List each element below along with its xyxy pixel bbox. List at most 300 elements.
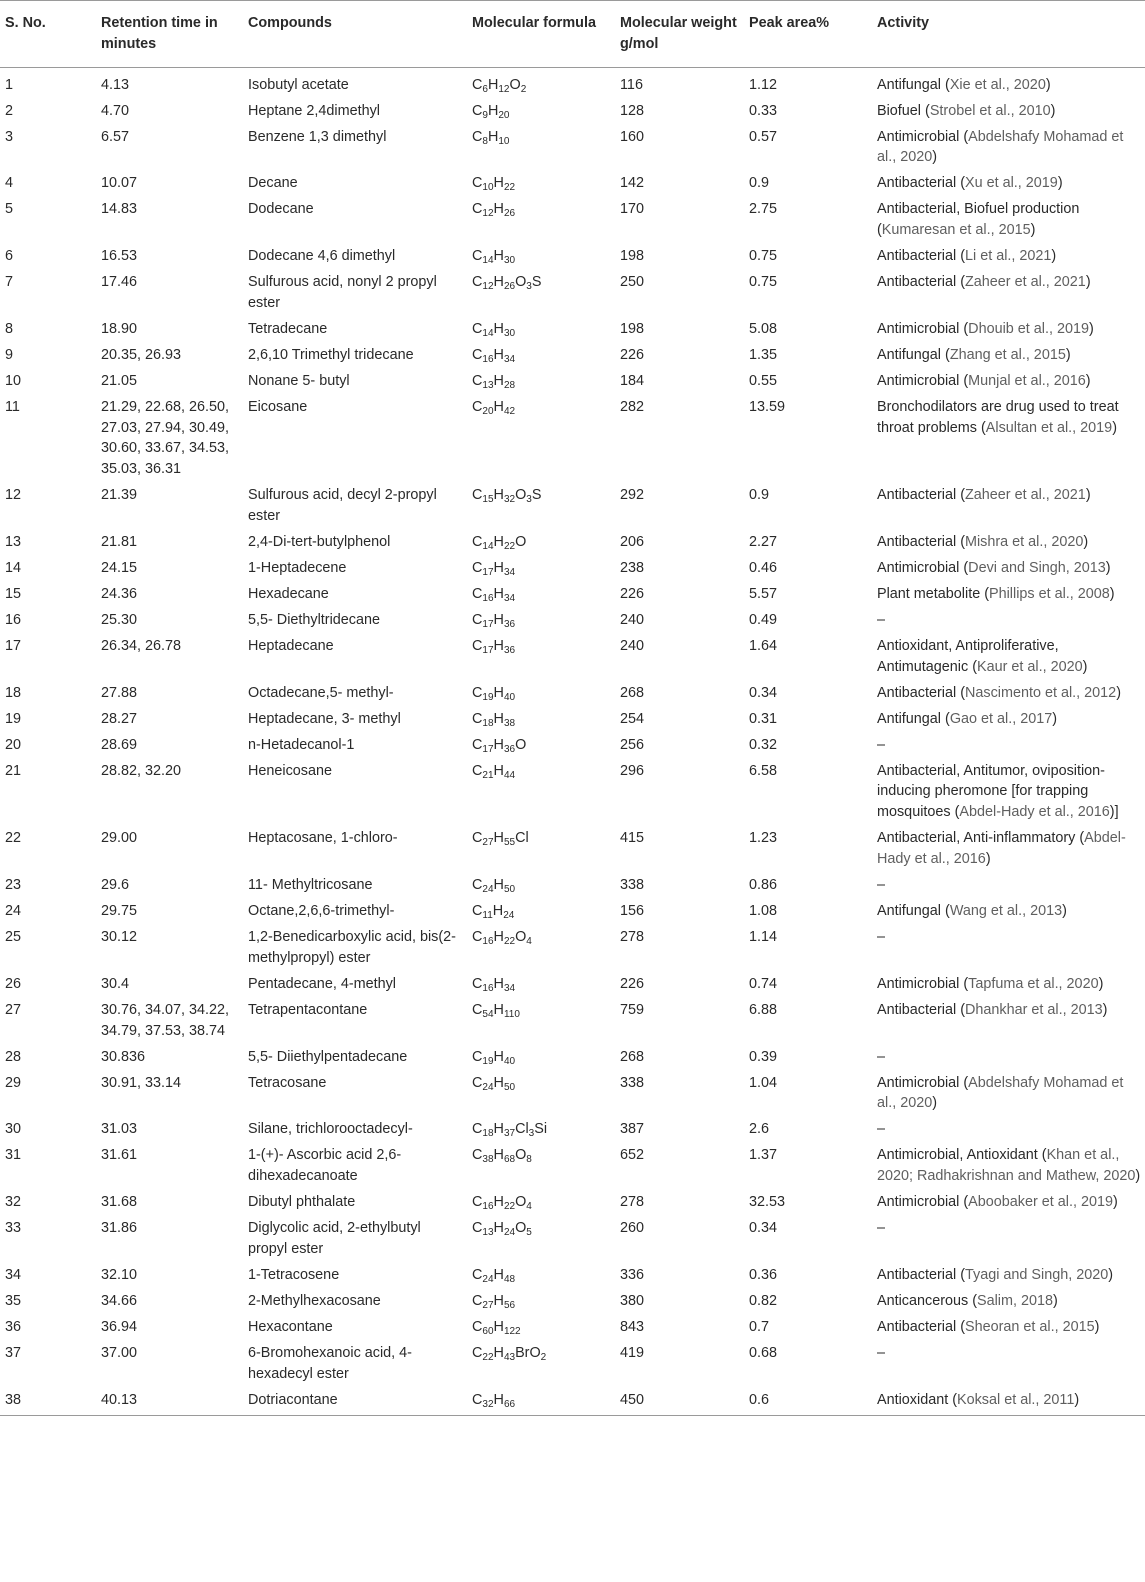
retention-time-cell: 29.6: [101, 877, 130, 894]
retention-time-cell: 14.83: [101, 201, 138, 218]
activity-text: Plant metabolite: [877, 585, 981, 602]
activity-cell: [872, 607, 1145, 633]
serial-number-cell: 17: [5, 637, 22, 654]
compound-name-cell: 5,5- Diethyltridecane: [248, 611, 380, 628]
formula-subscript: 34: [503, 353, 516, 365]
molecular-formula-cell: [467, 197, 615, 244]
table-row: [0, 1387, 1145, 1416]
citation-link[interactable]: Abdel-Hady et al., 2016: [959, 804, 1110, 821]
formula-subscript: 36: [503, 618, 516, 630]
formula-element: C: [472, 903, 483, 919]
formula-element: H: [493, 398, 504, 415]
formula-element: H: [493, 274, 504, 291]
formula-subscript: 24: [503, 1227, 516, 1239]
formula-subscript: 22: [503, 935, 516, 947]
citation-link[interactable]: Sheoran et al., 2015: [965, 1318, 1095, 1335]
molecular-formula-cell: [467, 1288, 615, 1314]
retention-time-cell: 6.57: [101, 128, 130, 145]
molecular-formula-cell: [467, 124, 615, 171]
formula-element: H: [493, 1121, 504, 1138]
header-molecular-weight: Molecular weight g/mol: [615, 1, 744, 68]
formula-subscript: 27: [482, 1299, 494, 1311]
citation-link[interactable]: Li et al., 2021: [965, 248, 1052, 265]
formula-subscript: 110: [503, 1008, 520, 1020]
peak-area-cell: 2.27: [749, 533, 778, 550]
formula-subscript: 38: [503, 717, 516, 729]
formula-element: C: [472, 487, 483, 504]
activity-text: Antimicrobial: [877, 128, 960, 145]
activity-text: Antimicrobial: [877, 1074, 960, 1091]
molecular-weight-cell: 419: [620, 1344, 645, 1361]
formula-subscript: 30: [503, 255, 516, 267]
formula-subscript: 40: [503, 1055, 516, 1067]
compound-name-cell: 2,4-Di-tert-butylphenol: [248, 533, 391, 550]
table-row: [0, 342, 1145, 368]
molecular-weight-cell: 256: [620, 736, 645, 753]
molecular-formula-cell: [467, 244, 615, 270]
molecular-formula-cell: [467, 997, 615, 1044]
formula-element: H: [493, 1194, 504, 1211]
molecular-weight-cell: 160: [620, 128, 645, 145]
molecular-formula-cell: [467, 171, 615, 197]
formula-element: O: [515, 487, 527, 504]
retention-time-cell: 29.00: [101, 830, 138, 847]
formula-subscript: 2: [520, 83, 527, 95]
citation-link[interactable]: Kumaresan et al., 2015: [881, 222, 1031, 239]
formula-subscript: 24: [482, 1081, 494, 1093]
serial-number-cell: 11: [5, 398, 20, 415]
serial-number-cell: 25: [5, 928, 22, 945]
table-row: [0, 483, 1145, 530]
formula-element: C: [472, 611, 483, 628]
activity-text: Antibacterial: [877, 533, 957, 550]
activity-text: Antibacterial: [877, 274, 957, 291]
compound-name-cell: 1,2-Benedicarboxylic acid, bis(2-methylpropyl) ester: [248, 928, 456, 966]
formula-element: H: [493, 1074, 504, 1091]
citation-link[interactable]: Tapfuma et al., 2020: [968, 975, 1099, 992]
formula-subscript: 43: [503, 1351, 516, 1363]
peak-area-cell: 0.32: [749, 736, 778, 753]
serial-number-cell: 35: [5, 1292, 22, 1309]
formula-subscript: 14: [482, 327, 494, 339]
peak-area-cell: 0.6: [744, 1387, 872, 1416]
activity-text: –: [877, 928, 886, 945]
molecular-weight-cell: 240: [620, 611, 645, 628]
header-activity: Activity: [872, 1, 1145, 68]
formula-subscript: 14: [482, 255, 494, 267]
activity-cell: Plant metabolite (Phillips et al., 2008): [877, 585, 1115, 602]
peak-area-cell: 0.31: [749, 710, 778, 727]
citation-link[interactable]: Phillips et al., 2008: [989, 585, 1110, 602]
formula-subscript: 12: [482, 281, 494, 293]
formula-element: H: [493, 201, 504, 218]
citation-link[interactable]: Abdel-Hady et al., 2016: [877, 830, 1126, 868]
formula-element: C: [472, 559, 483, 576]
formula-element: H: [493, 1292, 504, 1309]
table-row: [0, 1215, 1145, 1262]
formula-subscript: 3: [526, 494, 532, 506]
serial-number-cell: 23: [5, 877, 22, 894]
formula-subscript: 24: [482, 1273, 494, 1285]
formula-subscript: 12: [498, 83, 510, 95]
molecular-formula-cell: [467, 1189, 615, 1215]
retention-time-cell: 32.10: [101, 1266, 138, 1283]
molecular-weight-cell: 380: [620, 1292, 645, 1309]
formula-subscript: 17: [482, 618, 494, 630]
molecular-formula-cell: [467, 1070, 615, 1117]
table-row: [0, 581, 1145, 607]
formula-subscript: 17: [482, 644, 494, 656]
formula-subscript: 28: [503, 379, 516, 391]
serial-number-cell: 33: [5, 1220, 22, 1237]
peak-area-cell: 32.53: [749, 1194, 786, 1211]
serial-number-cell: 22: [5, 830, 22, 847]
formula-element: H: [493, 320, 504, 337]
peak-area-cell: 5.57: [749, 585, 778, 602]
citation-link[interactable]: Alsultan et al., 2019: [985, 419, 1113, 436]
citation-link[interactable]: Abdelshafy Mohamad et al., 2020: [877, 128, 1124, 166]
serial-number-cell: 21: [5, 762, 22, 779]
serial-number-cell: 10: [5, 372, 22, 389]
formula-element: H: [493, 346, 504, 363]
citation-link[interactable]: Aboobaker et al., 2019: [968, 1194, 1113, 1211]
activity-text: Antibacterial: [877, 1318, 957, 1335]
table-row: [0, 529, 1145, 555]
serial-number-cell: 7: [5, 274, 14, 291]
peak-area-cell: 6.88: [749, 1001, 778, 1018]
serial-number-cell: 29: [5, 1074, 22, 1091]
compound-name-cell: Dotriacontane: [243, 1387, 467, 1416]
formula-element: C: [472, 1001, 483, 1018]
activity-cell: Antioxidant (Koksal et al., 2011): [872, 1387, 1145, 1416]
activity-cell: Antimicrobial (Devi and Singh, 2013): [877, 559, 1111, 576]
retention-time-cell: 36.94: [101, 1318, 138, 1335]
molecular-weight-cell: 292: [620, 487, 645, 504]
citation-link[interactable]: Dhankhar et al., 2013: [965, 1001, 1103, 1018]
table-body: [0, 67, 1145, 1416]
activity-text: Antimicrobial: [877, 559, 960, 576]
compound-name-cell: Heptadecane, 3- methyl: [248, 710, 401, 727]
formula-subscript: 50: [503, 884, 516, 896]
formula-subscript: 26: [503, 208, 516, 220]
molecular-formula-cell: [467, 1387, 615, 1416]
molecular-weight-cell: 282: [620, 398, 645, 415]
formula-element: H: [493, 1220, 504, 1237]
formula-element: O: [515, 928, 527, 945]
activity-text: Antifungal: [877, 346, 942, 363]
retention-time-cell: 17.46: [101, 274, 138, 291]
formula-element: C: [472, 175, 483, 192]
formula-subscript: 5: [526, 1227, 532, 1239]
serial-number-cell: 4: [5, 175, 14, 192]
activity-cell: Antibacterial, Biofuel production (Kumaresan et al., 2015): [877, 201, 1080, 239]
serial-number-cell: 6: [5, 248, 14, 265]
serial-number-cell: 26: [5, 975, 22, 992]
compound-name-cell: 1-Tetracosene: [248, 1266, 340, 1283]
citation-link[interactable]: Koksal et al., 2011: [957, 1391, 1075, 1408]
activity-cell: Anticancerous (Salim, 2018): [877, 1292, 1058, 1309]
citation-link[interactable]: Tyagi and Singh, 2020: [965, 1266, 1109, 1283]
activity-text: Antibacterial, Biofuel production: [877, 201, 1080, 218]
table-row: [0, 971, 1145, 997]
formula-subscript: 55: [503, 837, 516, 849]
formula-subscript: 44: [503, 769, 516, 781]
molecular-weight-cell: 142: [620, 175, 645, 192]
activity-cell: Antibacterial (Nascimento et al., 2012): [877, 684, 1121, 701]
molecular-weight-cell: 843: [620, 1318, 645, 1335]
compound-name-cell: Tetrapentacontane: [248, 1001, 368, 1018]
formula-subscript: 34: [503, 566, 516, 578]
molecular-formula-cell: [467, 270, 615, 317]
formula-element: H: [493, 975, 504, 992]
retention-time-cell: 40.13: [96, 1387, 243, 1416]
formula-element: H: [493, 611, 504, 628]
molecular-weight-cell: 226: [620, 585, 645, 602]
activity-cell: [872, 1044, 1145, 1070]
formula-subscript: 34: [503, 592, 516, 604]
molecular-formula-cell: [467, 1262, 615, 1288]
molecular-weight-cell: 198: [620, 248, 645, 265]
retention-time-cell: 31.68: [101, 1194, 138, 1211]
serial-number-cell: 34: [5, 1266, 22, 1283]
activity-text: –: [877, 1220, 886, 1237]
compound-name-cell: Eicosane: [248, 398, 308, 415]
retention-time-cell: 37.00: [101, 1344, 138, 1361]
activity-text: Bronchodilators are drug used to treat throat problems: [877, 398, 1119, 436]
compound-name-cell: Octane,2,6,6-trimethyl-: [248, 903, 395, 919]
citation-link[interactable]: Devi and Singh, 2013: [968, 559, 1106, 576]
formula-element: H: [493, 736, 504, 753]
formula-element: Si: [534, 1121, 548, 1138]
citation-link[interactable]: Abdelshafy Mohamad et al., 2020: [877, 1074, 1124, 1112]
compound-name-cell: Diglycolic acid, 2-ethylbutyl propyl ester: [248, 1220, 421, 1257]
header-serial-number: S. No.: [0, 1, 96, 68]
molecular-weight-cell: 170: [620, 201, 645, 218]
serial-number-cell: 19: [5, 710, 22, 727]
formula-element: H: [493, 830, 504, 847]
formula-element: C: [472, 1220, 483, 1237]
formula-element: H: [492, 903, 504, 919]
formula-subscript: 24: [482, 884, 494, 896]
table-row: [0, 316, 1145, 342]
formula-element: C: [472, 684, 483, 701]
retention-time-cell: 28.82, 32.20: [101, 762, 182, 779]
peak-area-cell: 0.57: [749, 128, 778, 145]
citation-link[interactable]: Salim, 2018: [977, 1292, 1053, 1309]
activity-cell: [872, 872, 1145, 898]
formula-subscript: 19: [482, 691, 494, 703]
formula-element: H: [493, 1318, 504, 1335]
molecular-formula-cell: [467, 872, 615, 898]
citation-link[interactable]: Gao et al., 2017: [949, 710, 1053, 727]
peak-area-cell: 2.6: [749, 1121, 770, 1138]
formula-element: C: [472, 1391, 483, 1408]
activity-cell: [872, 1340, 1145, 1387]
activity-cell: Antibacterial (Tyagi and Singh, 2020): [877, 1266, 1114, 1283]
formula-element: O: [529, 1344, 541, 1361]
citation-link[interactable]: Xie et al., 2020: [949, 76, 1046, 93]
retention-time-cell: 31.61: [101, 1147, 138, 1164]
formula-element: H: [493, 1344, 504, 1361]
formula-element: C: [472, 320, 483, 337]
formula-element: Cl: [515, 830, 529, 847]
peak-area-cell: 1.23: [749, 830, 778, 847]
citation-link[interactable]: Xu et al., 2019: [965, 175, 1058, 192]
compound-name-cell: 2,6,10 Trimethyl tridecane: [248, 346, 414, 363]
formula-subscript: 22: [482, 1351, 494, 1363]
formula-element: H: [493, 1048, 504, 1065]
formula-element: C: [472, 1147, 483, 1164]
formula-element: H: [493, 487, 504, 504]
activity-cell: Antifungal (Xie et al., 2020): [877, 76, 1051, 93]
table-row: [0, 680, 1145, 706]
formula-element: H: [493, 1001, 504, 1018]
activity-cell: Antibacterial (Li et al., 2021): [877, 248, 1057, 265]
compound-name-cell: Dodecane: [248, 201, 314, 218]
formula-element: C: [472, 1194, 483, 1211]
serial-number-cell: 27: [5, 1001, 22, 1018]
retention-time-cell: 34.66: [101, 1292, 138, 1309]
formula-subscript: 42: [503, 405, 516, 417]
formula-subscript: 56: [503, 1299, 516, 1311]
retention-time-cell: 30.76, 34.07, 34.22, 34.79, 37.53, 38.74: [101, 1001, 230, 1039]
citation-link[interactable]: Zaheer et al., 2021: [965, 274, 1086, 291]
formula-subscript: 38: [482, 1154, 494, 1166]
molecular-formula-cell: [467, 924, 615, 971]
molecular-weight-cell: 338: [620, 1074, 645, 1091]
formula-subscript: 16: [482, 982, 494, 994]
citation-link[interactable]: Mishra et al., 2020: [965, 533, 1084, 550]
molecular-formula-cell: [467, 1117, 615, 1143]
activity-text: Anticancerous: [877, 1292, 969, 1309]
peak-area-cell: 0.55: [749, 372, 778, 389]
activity-text: Antimicrobial: [877, 1194, 960, 1211]
peak-area-cell: 0.7: [749, 1318, 770, 1335]
activity-text: Antioxidant: [877, 1391, 949, 1408]
compound-name-cell: Pentadecane, 4-methyl: [248, 975, 396, 992]
formula-element: O: [515, 274, 527, 291]
citation-link[interactable]: Wang et al., 2013: [949, 903, 1063, 919]
compound-name-cell: 1-(+)- Ascorbic acid 2,6-dihexadecanoate: [248, 1147, 402, 1185]
serial-number-cell: 20: [5, 736, 22, 753]
peak-area-cell: 1.64: [749, 637, 778, 654]
citation-link[interactable]: Nascimento et al., 2012: [965, 684, 1117, 701]
activity-cell: Antimicrobial (Abdelshafy Mohamad et al., 2020): [877, 1074, 1124, 1112]
compound-name-cell: Sulfurous acid, nonyl 2 propyl ester: [248, 274, 437, 311]
citation-link[interactable]: Zaheer et al., 2021: [965, 487, 1086, 504]
table-row: [0, 732, 1145, 758]
table-row: [0, 368, 1145, 394]
formula-element: C: [472, 76, 483, 93]
activity-text: Antibacterial: [877, 684, 957, 701]
formula-element: O: [515, 736, 527, 753]
activity-text: Antibacterial: [877, 1266, 957, 1283]
retention-time-cell: 30.12: [101, 928, 138, 945]
activity-text: Antibacterial: [877, 487, 957, 504]
peak-area-cell: 0.34: [749, 684, 778, 701]
retention-time-cell: 28.27: [101, 710, 138, 727]
molecular-formula-cell: [467, 483, 615, 530]
activity-text: –: [877, 1048, 886, 1065]
compound-name-cell: Nonane 5- butyl: [248, 372, 350, 389]
formula-element: O: [515, 1147, 527, 1164]
molecular-formula-cell: [467, 898, 615, 924]
formula-element: O: [515, 1194, 527, 1211]
activity-cell: Antibacterial (Dhankhar et al., 2013): [877, 1001, 1108, 1018]
activity-cell: [872, 732, 1145, 758]
activity-text: Antibacterial: [877, 1001, 957, 1018]
peak-area-cell: 0.82: [749, 1292, 778, 1309]
activity-cell: [872, 1215, 1145, 1262]
molecular-formula-cell: [467, 732, 615, 758]
activity-cell: [872, 924, 1145, 971]
peak-area-cell: 0.34: [749, 1220, 778, 1237]
table-row: [0, 633, 1145, 680]
serial-number-cell: 5: [5, 201, 14, 218]
table-row: [0, 197, 1145, 244]
formula-subscript: 4: [526, 935, 532, 947]
molecular-formula-cell: [467, 98, 615, 124]
formula-subscript: 12: [482, 208, 494, 220]
formula-element: C: [472, 1048, 483, 1065]
formula-element: H: [487, 102, 499, 119]
formula-subscript: 16: [482, 1201, 494, 1213]
formula-element: H: [493, 372, 504, 389]
activity-text: Antibacterial, Antitumor, oviposition-inducing pheromone [for trapping mosquitoes: [877, 762, 1105, 821]
molecular-weight-cell: 296: [620, 762, 645, 779]
peak-area-cell: 1.12: [749, 76, 778, 93]
table-row: [0, 555, 1145, 581]
citation-link[interactable]: Zhang et al., 2015: [949, 346, 1066, 363]
citation-link[interactable]: Munjal et al., 2016: [968, 372, 1086, 389]
compound-name-cell: 6-Bromohexanoic acid, 4-hexadecyl ester: [248, 1344, 412, 1382]
formula-subscript: 36: [503, 743, 516, 755]
table-row: [0, 1262, 1145, 1288]
retention-time-cell: 20.35, 26.93: [101, 346, 182, 363]
formula-subscript: 14: [482, 540, 494, 552]
peak-area-cell: 0.86: [749, 877, 778, 894]
citation-link[interactable]: Khan et al., 2020; Radhakrishnan and Mathew, 2020: [877, 1147, 1136, 1185]
citation-link[interactable]: Dhouib et al., 2019: [968, 320, 1089, 337]
activity-cell: Antimicrobial, Antioxidant (Khan et al., 2020; Radhakrishnan and Mathew, 2020): [877, 1147, 1141, 1185]
molecular-formula-cell: [467, 368, 615, 394]
molecular-weight-cell: 387: [620, 1121, 645, 1138]
table-row: [0, 244, 1145, 270]
activity-text: Antibacterial, Anti-inflammatory: [877, 830, 1076, 847]
formula-element: C: [472, 585, 483, 602]
formula-subscript: 18: [482, 1128, 494, 1140]
formula-subscript: 13: [482, 379, 494, 391]
peak-area-cell: 0.39: [749, 1048, 778, 1065]
formula-subscript: 17: [482, 566, 494, 578]
activity-text: –: [877, 1121, 886, 1138]
formula-element: C: [472, 637, 483, 654]
activity-cell: Antioxidant, Antiproliferative, Antimutagenic (Kaur et al., 2020): [877, 637, 1088, 675]
molecular-formula-cell: [467, 316, 615, 342]
formula-element: H: [493, 585, 504, 602]
citation-link[interactable]: Strobel et al., 2010: [929, 102, 1051, 119]
citation-link[interactable]: Kaur et al., 2020: [977, 658, 1083, 675]
formula-subscript: 11: [482, 910, 493, 921]
formula-element: C: [472, 1266, 483, 1283]
peak-area-cell: 0.75: [749, 274, 778, 291]
table-row: [0, 1117, 1145, 1143]
retention-time-cell: 16.53: [101, 248, 138, 265]
retention-time-cell: 4.70: [101, 102, 130, 119]
formula-element: S: [531, 487, 542, 504]
formula-element: H: [493, 1391, 504, 1408]
peak-area-cell: 1.04: [749, 1074, 778, 1091]
